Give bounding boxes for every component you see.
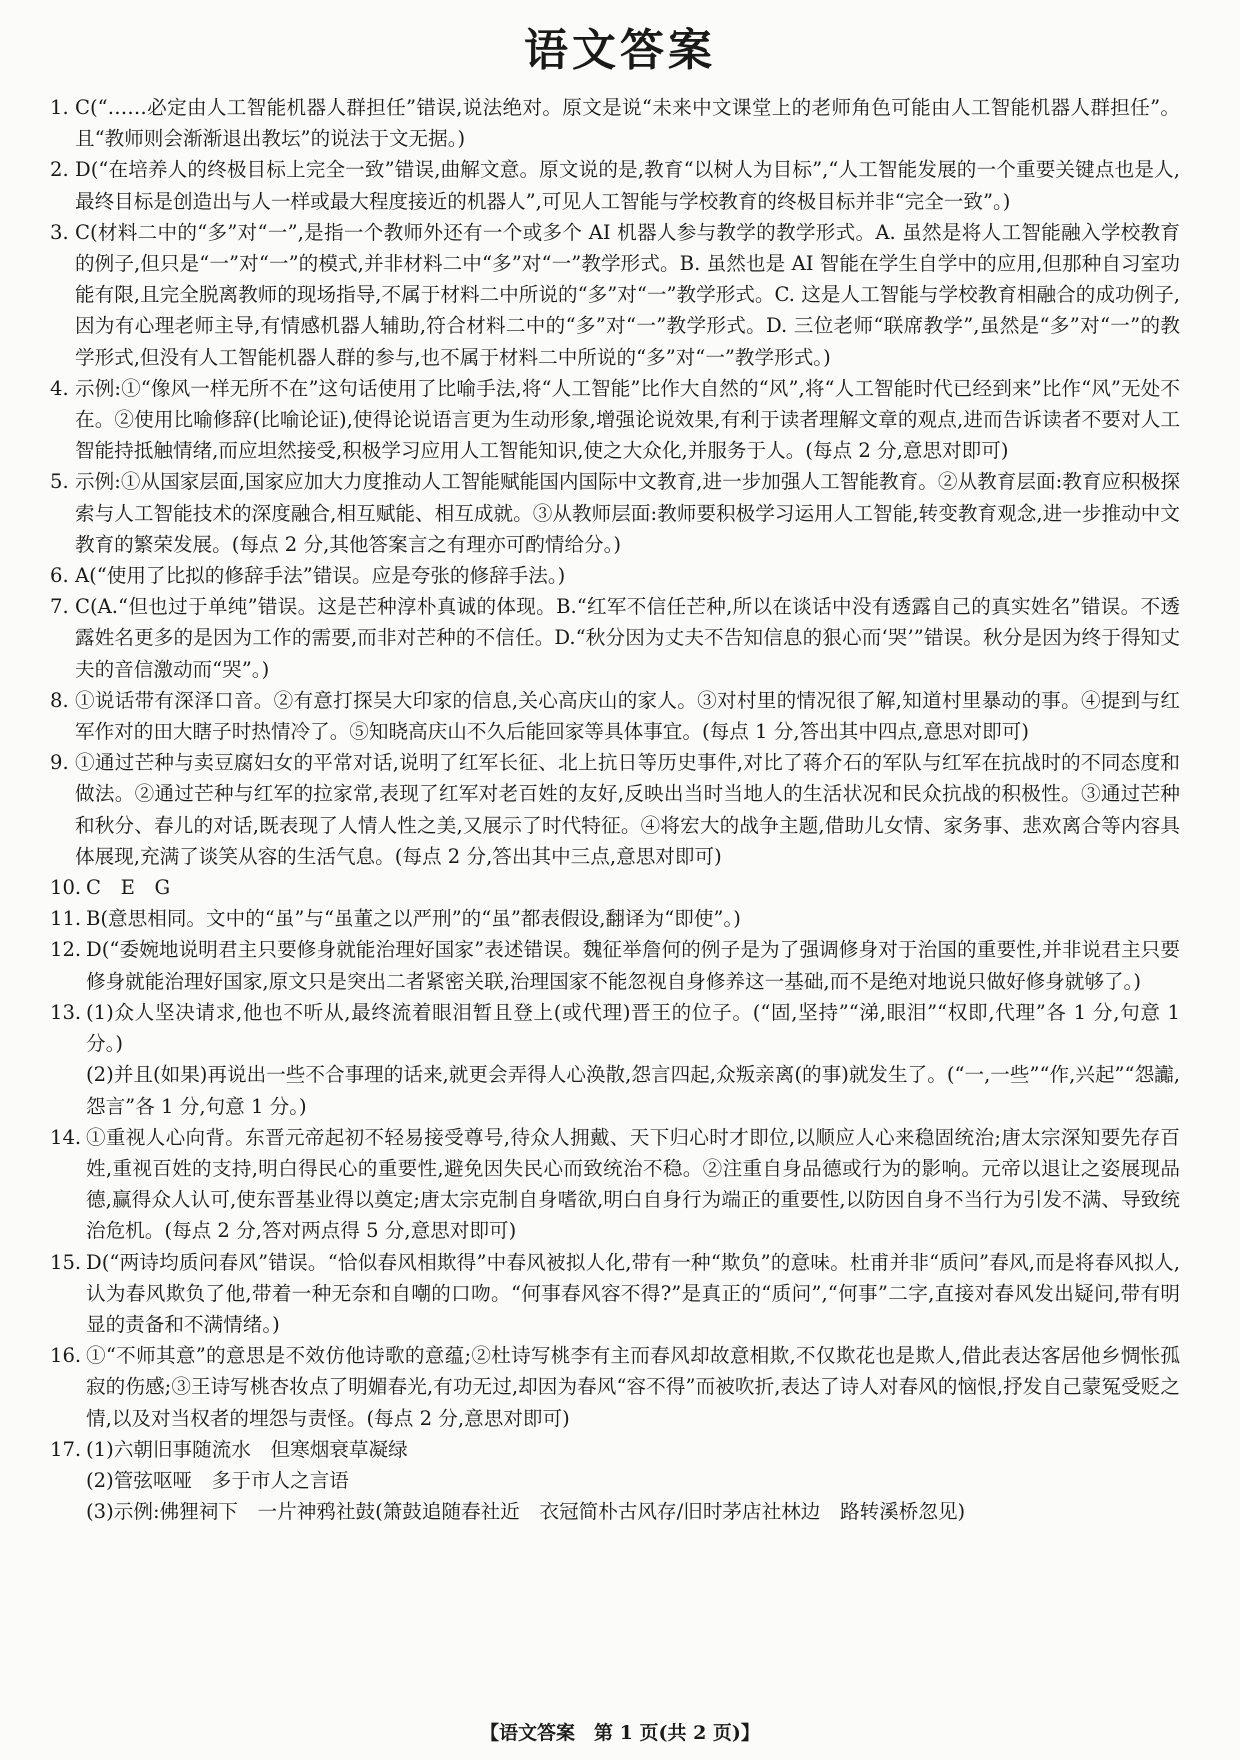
item-number: 14.: [50, 1125, 82, 1149]
page-title: 语文答案: [524, 25, 716, 76]
answer-item-11: [50, 903, 1180, 934]
item-text: C E G: [86, 876, 171, 900]
item-number: 16.: [50, 1344, 82, 1368]
answer-item-4: [50, 373, 1180, 467]
item-number: 10.: [50, 876, 82, 900]
page-footer: 【语文答案 第 1 页(共 2 页)】: [480, 1722, 760, 1744]
item-number: 11.: [50, 907, 82, 931]
item-text: ①通过芒种与卖豆腐妇女的平常对话,说明了红军长征、北上抗日等历史事件,对比了蒋介石的军队与红军在抗战时的不同态度和做法。②通过芒种与红军的拉家常,表现了红军对老百姓的友好,反映出当时当地人的生活状况和民众抗战的积极性。③通过芒种和秋分、春儿的对话,既表现了人情人性之美,又展示了时代特征。④将宏大的战争主题,借助儿女情、家务事、悲欢离合等内容具体展现,充满了谈笑从容的生活气息。(每点 2 分,答出其中三点,意思对即可): [75, 751, 1180, 868]
answer-item-9: [50, 747, 1180, 872]
item-text: 示例:①从国家层面,国家应加大力度推动人工智能赋能国内国际中文教育,进一步加强人工智能教育。②从教育层面:教育应积极探索与人工智能技术的深度融合,相互赋能、相互成就。③从教师层面:教师要积极学习运用人工智能,转变教育观念,进一步推动中文教育的繁荣发展。(每点 2 分,其他答案言之有理亦可酌情给分。): [75, 470, 1180, 556]
answer-item-8: [50, 685, 1180, 747]
item-number: 3.: [50, 220, 69, 244]
answer-item-12: [50, 934, 1180, 996]
item-number: 8.: [50, 688, 69, 712]
answer-item-15: [50, 1247, 1180, 1341]
item-number: 2.: [50, 158, 69, 182]
answer-item-10: [50, 872, 1180, 903]
item-number: 7.: [50, 595, 69, 619]
answer-item-2: [50, 154, 1180, 216]
answer-item-5: [50, 466, 1180, 560]
item-text: A(“使用了比拟的修辞手法”错误。应是夸张的修辞手法。): [75, 564, 566, 588]
item-number: 6.: [50, 564, 69, 588]
item-text: C(“……必定由人工智能机器人群担任”错误,说法绝对。原文是说“未来中文课堂上的老师角色可能由人工智能机器人群担任”。且“教师则会渐渐退出教坛”的说法于文无据。): [75, 96, 1180, 151]
answer-item-14: [50, 1122, 1180, 1247]
answer-item-16: [50, 1340, 1180, 1434]
item-text: ①说话带有深泽口音。②有意打探吴大印家的信息,关心高庆山的家人。③对村里的情况很了解,知道村里暴动的事。④提到与红军作对的田大瞎子时热情冷了。⑤知晓高庆山不久后能回家等具体事宜。(每点 1 分,答出其中四点,意思对即可): [75, 688, 1180, 744]
answer-item-13: [50, 997, 1180, 1122]
item-number: 15.: [50, 1250, 82, 1274]
item-text: D(“委婉地说明君主只要修身就能治理好国家”表述错误。魏征举詹何的例子是为了强调修身对于治国的重要性,并非说君主只要修身就能治理好国家,原文只是突出二者紧密关联,治理国家不能忽视自身修养这一基础,而不是绝对地说只做好修身就够了。): [86, 938, 1180, 993]
item-number: 17.: [50, 1437, 82, 1461]
answer-item-17: [50, 1434, 1180, 1528]
item-text: C(材料二中的“多”对“一”,是指一个教师外还有一个或多个 AI 机器人参与教学的教学形式。A. 虽然是将人工智能融入学校教育的例子,但只是“一”对“一”的模式,并非材料二中“多”对“一”教学形式。B. 虽然也是 AI 智能在学生自学中的应用,但那种自习室功能有限,且完全脱离教师的现场指导,不属于材料二中所说的“多”对“一”教学形式。C. 这是人工智能与学校教育相融合的成功例子,因为有心理老师主导,有情感机器人辅助,符合材料二中的“多”对“一”教学形式。D. 三位老师“联席教学”,虽然是“多”对“一”的教学形式,但没有人工智能机器人群的参与,也不属于材料二中所说的“多”对“一”教学形式。): [75, 220, 1180, 369]
item-text-part-3: (3)示例:佛狸祠下 一片神鸦社鼓(箫鼓追随春社近 衣冠简朴古风存/旧时茅店社林边 路转溪桥忽见): [86, 1500, 966, 1524]
item-text: B(意思相同。文中的“虽”与“虽董之以严刑”的“虽”都表假设,翻译为“即使”。): [86, 907, 741, 931]
answer-item-3: [50, 217, 1180, 373]
item-text: D(“两诗均质问春风”错误。“恰似春风相欺得”中春风被拟人化,带有一种“欺负”的意味。杜甫并非“质问”春风,而是将春风拟人,认为春风欺负了他,带着一种无奈和自嘲的口吻。“何事春风容不得?”是真正的“质问”,“何事”二字,直接对春风发出疑问,带有明显的责备和不满情绪。): [86, 1250, 1180, 1336]
item-text: (1)六朝旧事随流水 但寒烟衰草凝绿: [86, 1437, 408, 1461]
item-text: ①“不师其意”的意思是不效仿他诗歌的意蕴;②杜诗写桃李有主而春风却故意相欺,不仅欺花也是欺人,借此表达客居他乡惆怅孤寂的伤感;③王诗写桃杏妆点了明媚春光,有功无过,却因为春风“容不得”而被吹折,表达了诗人对春风的恼恨,抒发自己蒙冤受贬之情,以及对当权者的埋怨与责怪。(每点 2 分,意思对即可): [86, 1344, 1180, 1430]
item-text: (1)众人坚决请求,他也不听从,最终流着眼泪暂且登上(或代理)晋王的位子。(“固,坚持”“涕,眼泪”“权即,代理”各 1 分,句意 1 分。): [86, 1000, 1180, 1056]
item-number: 5.: [50, 470, 69, 494]
item-number: 12.: [50, 938, 82, 962]
item-number: 4.: [50, 376, 69, 400]
item-text: 示例:①“像风一样无所不在”这句话使用了比喻手法,将“人工智能”比作大自然的“风”,将“人工智能时代已经到来”比作“风”无处不在。②使用比喻修辞(比喻论证),使得论说语言更为生动形象,增强论说效果,有利于读者理解文章的观点,进而告诉读者不要对人工智能持抵触情绪,而应坦然接受,积极学习应用人工智能知识,使之大众化,并服务于人。(每点 2 分,意思对即可): [75, 376, 1180, 463]
item-number: 13.: [50, 1000, 82, 1024]
item-text-part-2: (2)并且(如果)再说出一些不合事理的话来,就更会弄得人心涣散,怨言四起,众叛亲离(的事)就发生了。(“一,一些”“作,兴起”“怨讟,怨言”各 1 分,句意 1 分。): [86, 1063, 1180, 1118]
item-text: ①重视人心向背。东晋元帝起初不轻易接受尊号,待众人拥戴、天下归心时才即位,以顺应人心来稳固统治;唐太宗深知要先存百姓,重视百姓的支持,明白得民心的重要性,避免因失民心而致统治不稳。②注重自身品德或行为的影响。元帝以退让之姿展现品德,赢得众人认可,使东晋基业得以奠定;唐太宗克制自身嗜欲,明白自身行为端正的重要性,以防因自身不当行为引发不满、导致统治危机。(每点 2 分,答对两点得 5 分,意思对即可): [86, 1125, 1180, 1243]
answer-item-1: [50, 92, 1180, 154]
item-number: 9.: [50, 751, 69, 775]
item-number: 1.: [50, 96, 69, 119]
answer-item-7: [50, 591, 1180, 685]
answer-item-6: [50, 560, 1180, 591]
item-text: C(A.“但也过于单纯”错误。这是芒种淳朴真诚的体现。B.“红军不信任芒种,所以在谈话中没有透露自己的真实姓名”错误。不透露姓名更多的是因为工作的需要,而非对芒种的不信任。D.“秋分因为丈夫不告知信息的狠心而‘哭’”错误。秋分是因为终于得知丈夫的音信激动而“哭”。): [75, 595, 1180, 681]
answer-list: [50, 92, 1180, 1527]
item-text-part-2: (2)管弦呕哑 多于市人之言语: [86, 1468, 349, 1492]
item-text: D(“在培养人的终极目标上完全一致”错误,曲解文意。原文说的是,教育“以树人为目标”,“人工智能发展的一个重要关键点也是人,最终目标是创造出与人一样或最大程度接近的机器人”,可见人工智能与学校教育的终极目标并非“完全一致”。): [75, 158, 1180, 213]
